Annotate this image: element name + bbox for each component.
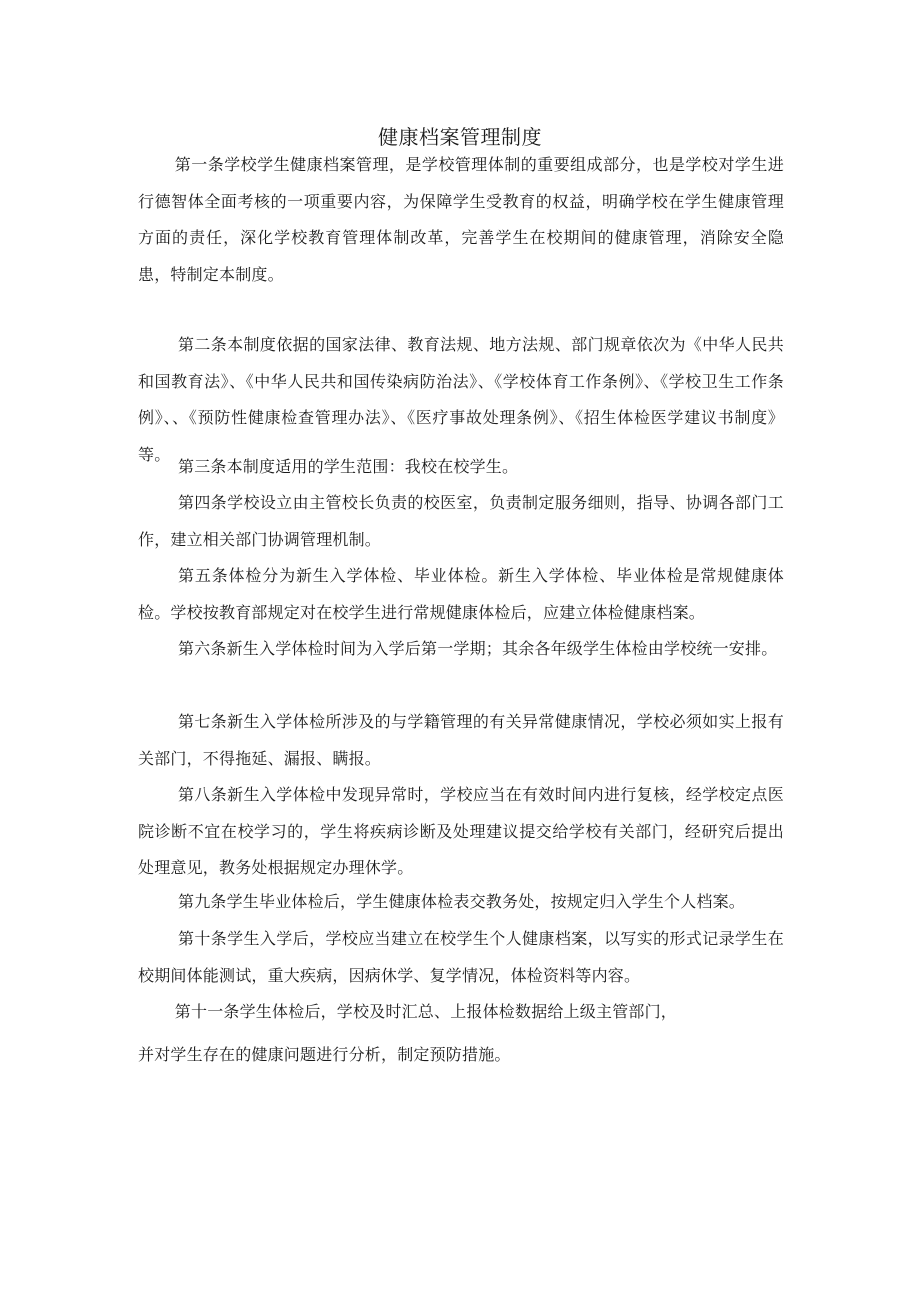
article-11-continuation: 并对学生存在的健康问题进行分析，制定预防措施。 [138, 1045, 511, 1064]
article-9-paragraph: 第九条学生毕业体检后，学生健康体检表交教务处，按规定归入学生个人档案。 [178, 892, 746, 911]
article-2-paragraph: 第二条本制度依据的国家法律、教育法规、地方法规、部门规章依次为《中华人民共和国教育法》、《中华人民共和国传染病防治法》、《学校体育工作条例》、《学校卫生工作条例》、、《预防性健康检查管理办法》、《医疗事故处理条例》、《招生体检医学建议书制度》等。 [138, 335, 784, 464]
article-4-paragraph: 第四条学校设立由主管校长负责的校医室，负责制定服务细则，指导、协调各部门工作，建立相关部门协调管理机制。 [138, 493, 784, 549]
article-5-paragraph: 第五条体检分为新生入学体检、毕业体检。新生入学体检、毕业体检是常规健康体检。学校按教育部规定对在校学生进行常规健康体检后，应建立体检健康档案。 [138, 566, 784, 622]
article-8-paragraph: 第八条新生入学体检中发现异常时，学校应当在有效时间内进行复核，经学校定点医院诊断不宜在校学习的，学生将疾病诊断及处理建议提交给学校有关部门，经研究后提出处理意见，教务处根据规定办理休学。 [138, 785, 784, 877]
article-6-paragraph: 第六条新生入学体检时间为入学后第一学期；其余各年级学生体检由学校统一安排。 [178, 639, 778, 658]
document-title: 健康档案管理制度 [378, 125, 542, 149]
article-7-paragraph: 第七条新生入学体检所涉及的与学籍管理的有关异常健康情况，学校必须如实上报有关部门，不得拖延、漏报、瞒报。 [138, 712, 784, 768]
article-3-paragraph: 第三条本制度适用的学生范围：我校在校学生。 [178, 457, 519, 476]
article-10-paragraph: 第十条学生入学后，学校应当建立在校学生个人健康档案，以写实的形式记录学生在校期间体能测试，重大疾病，因病休学、复学情况，体检资料等内容。 [138, 929, 784, 985]
article-1-paragraph: 第一条学校学生健康档案管理，是学校管理体制的重要组成部分，也是学校对学生进行德智体全面考核的一项重要内容，为保障学生受教育的权益，明确学校在学生健康管理方面的责任，深化学校教育管理体制改革，完善学生在校期间的健康管理，消除安全隐患，特制定本制度。 [138, 155, 784, 284]
article-11-paragraph: 第十一条学生体检后，学校及时汇总、上报体检数据给上级主管部门， [174, 1002, 677, 1021]
